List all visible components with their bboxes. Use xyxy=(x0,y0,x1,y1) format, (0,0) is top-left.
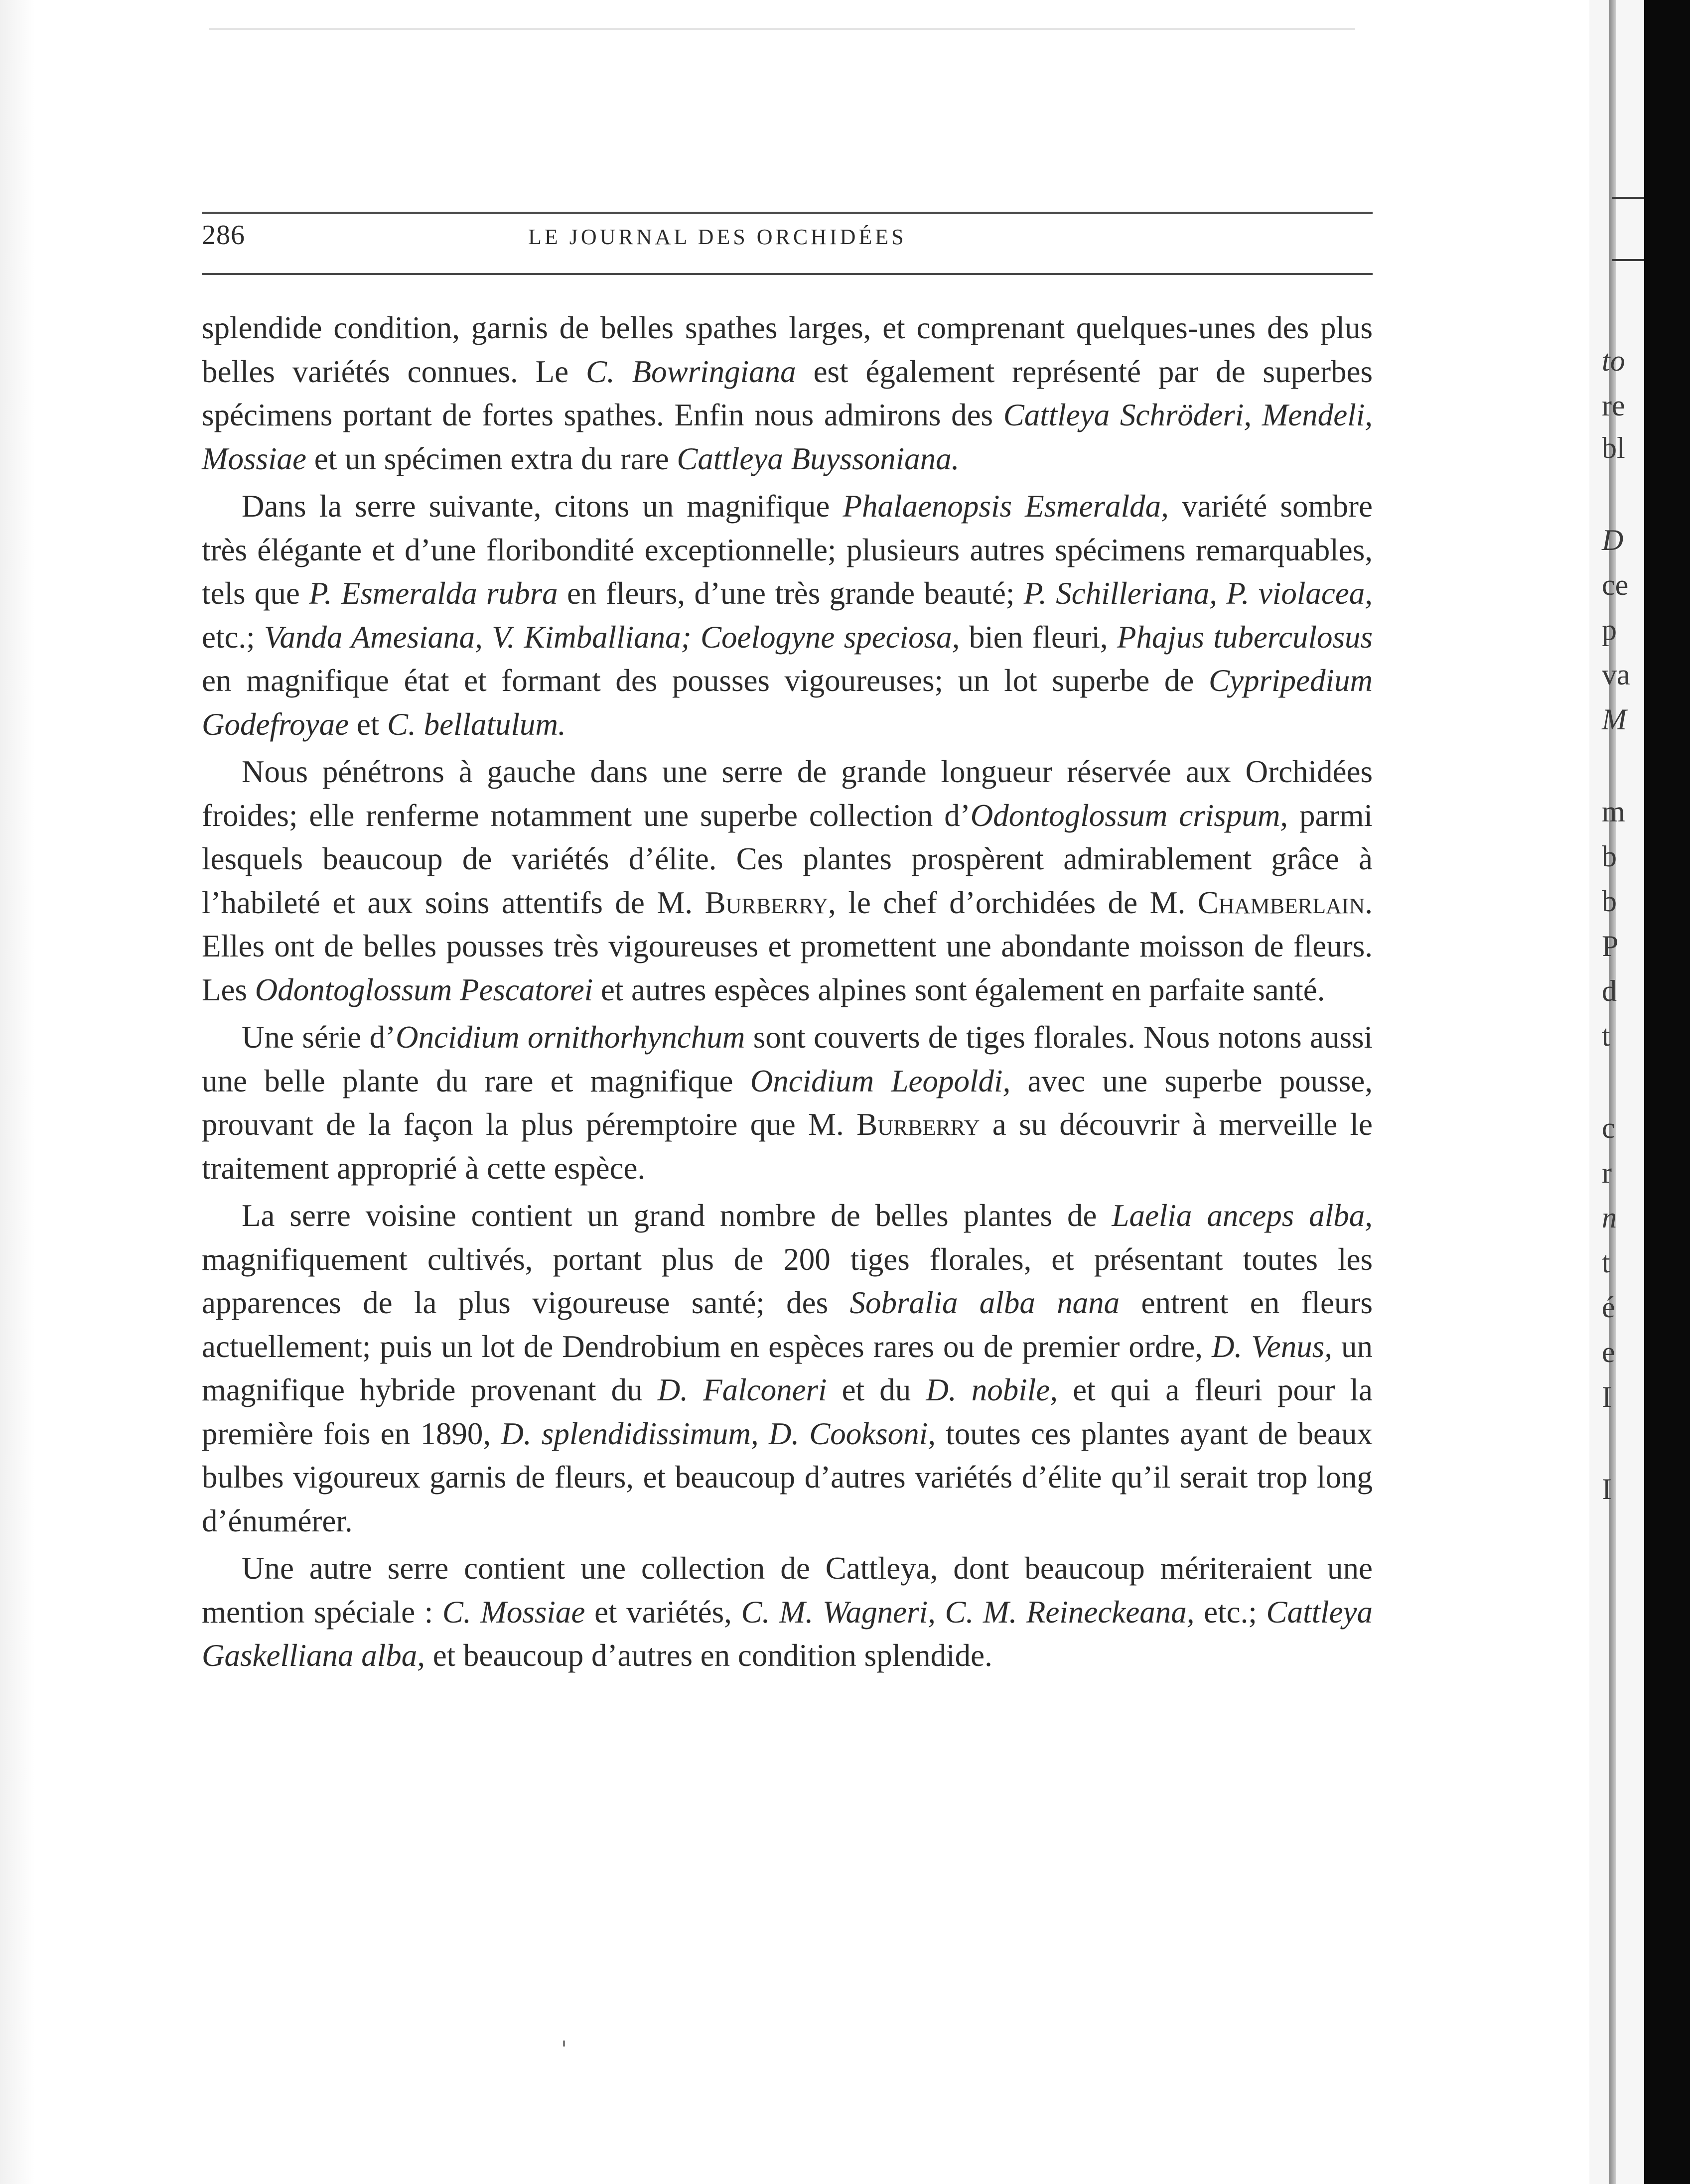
italic-run: D. Falconeri xyxy=(657,1372,827,1407)
text-run: , le chef d’orchidées de M. xyxy=(828,885,1198,920)
facing-page-fragment: I xyxy=(1602,1473,1612,1505)
facing-page-strip xyxy=(1589,0,1649,2184)
italic-run: Cypripedium Godefroyae xyxy=(202,663,1373,742)
page-number: 286 xyxy=(202,220,245,251)
text-run: La serre voisine contient un grand nombre de belles plantes de xyxy=(242,1198,1112,1233)
italic-run: P. Esmeralda rubra xyxy=(309,576,558,611)
facing-page-fragment: P xyxy=(1602,930,1619,962)
text-run: parmi lesquels beaucoup de variétés d’élite. Ces plantes prospèrent admirablement grâce à l’habileté et aux soins attentifs de M. xyxy=(202,798,1373,920)
italic-run: P. Schilleriana, P. violacea, xyxy=(1023,576,1373,611)
facing-page-fragment: e xyxy=(1602,1336,1615,1368)
text-run: et du xyxy=(827,1372,926,1407)
paragraph-3 xyxy=(202,750,1373,1012)
facing-page-fragment: é xyxy=(1602,1291,1615,1324)
italic-run: Sobralia alba nana xyxy=(849,1285,1120,1320)
ink-speck xyxy=(563,2041,565,2047)
italic-run: Cattleya Schröderi, Mendeli, Mossiae xyxy=(202,398,1373,476)
text-run: est également représenté par de superbes spécimens portant de fortes spathes. Enfin nous admirons des xyxy=(202,354,1373,432)
text-run: et xyxy=(349,706,388,742)
small-caps-name: Chamberlain xyxy=(1197,885,1365,920)
text-run: et qui a fleuri pour la première fois en 1890, xyxy=(202,1372,1373,1451)
text-run: un magnifique hybride provenant du xyxy=(202,1329,1373,1407)
facing-header-rule xyxy=(1612,259,1644,261)
facing-page-fragment: ce xyxy=(1602,568,1629,601)
facing-page-fragment: t xyxy=(1602,1246,1610,1279)
text-run: en magnifique état et formant des pousses vigoureuses; un lot superbe de xyxy=(202,663,1209,698)
italic-run: C. M. Wagneri, C. M. Reineckeana, xyxy=(741,1594,1195,1630)
facing-page-fragment: I xyxy=(1602,1380,1612,1413)
text-run: magnifiquement cultivés, portant plus de 200 tiges florales, et présentant toutes les apparences de la plus vigoureuse santé; des xyxy=(202,1241,1373,1320)
italic-run: Odontoglossum crispum, xyxy=(970,798,1288,833)
facing-page-fragment: M xyxy=(1602,703,1627,736)
text-run: etc.; xyxy=(1194,1594,1267,1630)
body-text xyxy=(202,306,1373,1682)
text-run: bien fleuri, xyxy=(960,619,1118,655)
italic-run: D. Venus, xyxy=(1212,1329,1332,1364)
text-run: Une série d’ xyxy=(242,1020,396,1055)
facing-page-fragment: bl xyxy=(1602,431,1625,464)
text-run: sont couverts de tiges florales. Nous notons aussi une belle plante du rare et magnifique xyxy=(202,1020,1373,1098)
text-run: et beaucoup d’autres en condition splendide. xyxy=(424,1638,992,1673)
italic-run: Oncidium Leopoldi, xyxy=(750,1063,1011,1098)
text-run: etc.; xyxy=(202,619,264,655)
facing-page-fragment: va xyxy=(1602,658,1630,691)
text-run: et variétés, xyxy=(585,1594,741,1630)
text-run: et autres espèces alpines sont également en parfaite santé. xyxy=(593,972,1325,1007)
italic-run: D. splendidissimum, D. Cooksoni, xyxy=(501,1416,936,1451)
facing-page-fragment: m xyxy=(1602,795,1625,828)
top-rule xyxy=(209,28,1355,30)
italic-run: Odontoglossum Pescatorei xyxy=(255,972,593,1007)
facing-page-fragment: b xyxy=(1602,840,1617,873)
italic-run: Cattleya Gaskelliana alba, xyxy=(202,1594,1373,1673)
text-run: variété sombre très élégante et d’une floribondité exceptionnelle; plusieurs autres spécimens remarquables, tels que xyxy=(202,489,1373,611)
italic-run: Phalaenopsis Esmeralda, xyxy=(843,489,1169,524)
scan-dark-edge xyxy=(1644,0,1690,2184)
text-run: Dans la serre suivante, citons un magnifique xyxy=(242,489,843,524)
italic-run: C. bellatulum. xyxy=(387,706,566,742)
facing-page-fragment: d xyxy=(1602,974,1617,1007)
text-run: et un spécimen extra du rare xyxy=(306,441,677,476)
text-run: Nous pénétrons à gauche dans une serre de grande longueur réservée aux Orchidées froides; elle renferme notamment une superbe collection d’ xyxy=(202,754,1373,833)
italic-run: Laelia anceps alba, xyxy=(1112,1198,1373,1233)
text-run: entrent en fleurs actuellement; puis un lot de Dendrobium en espèces rares ou de premier ordre, xyxy=(202,1285,1373,1364)
text-run: Une autre serre contient une collection de Cattleya, dont beaucoup mériteraient une mention spéciale : xyxy=(202,1551,1373,1630)
running-head: LE JOURNAL DES ORCHIDÉES xyxy=(528,225,907,249)
facing-page-fragment: p xyxy=(1602,613,1617,646)
text-run: avec une superbe pousse, prouvant de la façon la plus péremptoire que M. xyxy=(202,1063,1373,1142)
paragraph-5 xyxy=(202,1194,1373,1543)
italic-run: D. nobile, xyxy=(926,1372,1058,1407)
paragraph-2 xyxy=(202,485,1373,746)
text-run: toutes ces plantes ayant de beaux bulbes vigoureux garnis de fleurs, et beaucoup d’autres variétés d’élite qu’il serait trop long d’énumérer. xyxy=(202,1416,1373,1538)
paragraph-4 xyxy=(202,1016,1373,1190)
facing-page-fragment: r xyxy=(1602,1156,1612,1189)
facing-page-fragment: n xyxy=(1602,1201,1617,1234)
italic-run: Vanda Amesiana, V. Kimballiana; Coelogyne speciosa, xyxy=(264,619,960,655)
paragraph-1 xyxy=(202,306,1373,481)
italic-run: Oncidium ornithorhynchum xyxy=(396,1020,745,1055)
paragraph-6 xyxy=(202,1547,1373,1678)
text-run: en fleurs, d’une très grande beauté; xyxy=(558,576,1024,611)
facing-page-fragment: to xyxy=(1602,344,1625,377)
text-run: . Elles ont de belles pousses très vigoureuses et promettent une abondante moisson de fleurs. Les xyxy=(202,885,1373,1007)
small-caps-name: Burberry xyxy=(856,1107,980,1142)
facing-header-rule xyxy=(1612,197,1644,199)
italic-run: C. Mossiae xyxy=(442,1594,585,1630)
text-run: a su découvrir à merveille le traitement approprié à cette espèce. xyxy=(202,1107,1373,1186)
facing-page-fragment: c xyxy=(1602,1111,1615,1144)
italic-run: Phajus tuberculosus xyxy=(1117,619,1373,655)
facing-page-fragment: t xyxy=(1602,1019,1610,1052)
facing-page-fragment: b xyxy=(1602,885,1617,918)
italic-run: C. Bowringiana xyxy=(586,354,796,389)
text-run: splendide condition, garnis de belles spathes larges, et comprenant quelques-unes des plus belles variétés connues. Le xyxy=(202,310,1373,389)
header-rule-bottom xyxy=(202,273,1373,275)
page-fold-shadow xyxy=(1609,0,1616,2184)
facing-page-fragment: D xyxy=(1602,524,1624,556)
small-caps-name: Burberry xyxy=(704,885,829,920)
header-rule-top xyxy=(202,212,1373,214)
facing-page-fragment: re xyxy=(1602,389,1625,422)
italic-run: Cattleya Buyssoniana. xyxy=(677,441,960,476)
